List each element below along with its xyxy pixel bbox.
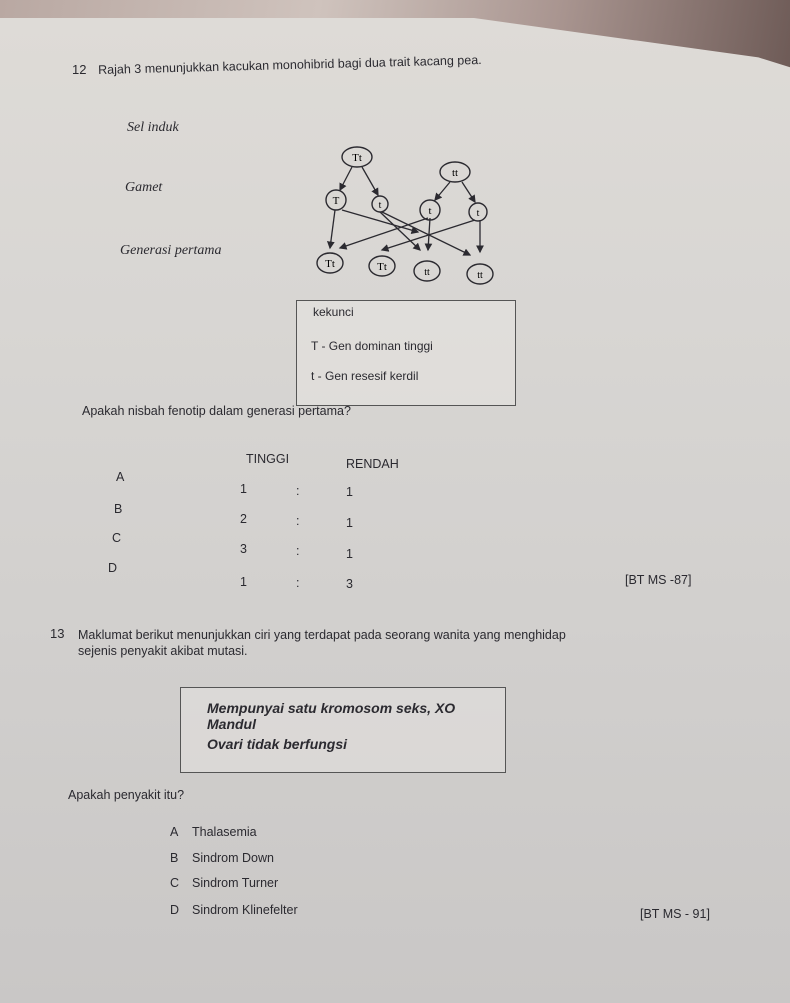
info-line-2: Mandul <box>207 716 256 732</box>
option-letter: A <box>116 470 125 484</box>
option-short-value: 3 <box>346 577 353 591</box>
offspring-4-genotype: tt <box>477 270 483 281</box>
question-13-stem-line2: sejenis penyakit akibat mutasi. <box>78 644 248 658</box>
option-ratio-colon: : <box>296 544 300 558</box>
info-box <box>180 687 506 773</box>
gamete-2-allele: t <box>378 200 382 211</box>
line-g1-o2 <box>342 210 418 232</box>
question-13-prompt: Apakah penyakit itu? <box>68 788 185 802</box>
gamete-4-allele: t <box>476 208 480 219</box>
option-text: Sindrom Down <box>192 851 274 865</box>
option-short-value: 1 <box>346 516 353 530</box>
option-ratio-colon: : <box>296 514 300 528</box>
label-parent-cells: Sel induk <box>127 120 179 135</box>
label-first-generation: Generasi pertama <box>120 243 222 258</box>
option-letter: A <box>170 825 179 839</box>
question-13-stem-line1: Maklumat berikut menunjukkan ciri yang terdapat pada seorang wanita yang menghidap <box>78 628 566 642</box>
line-parent2-gamete3 <box>435 182 450 200</box>
offspring-2-genotype: Tt <box>377 261 387 273</box>
option-tall-value: 2 <box>240 512 247 526</box>
option-text: Sindrom Klinefelter <box>192 903 298 917</box>
gamete-1-allele: T <box>332 195 340 207</box>
option-short-value: 1 <box>346 547 353 561</box>
line-parent1-gamete1 <box>340 167 352 190</box>
option-tall-value: 1 <box>240 482 247 496</box>
option-ratio-colon: : <box>296 484 300 498</box>
question-13-number: 13 <box>50 626 65 641</box>
header-tall: TINGGI <box>246 452 290 466</box>
option-ratio-colon: : <box>296 576 300 590</box>
key-dominant: T - Gen dominan tinggi <box>311 339 433 353</box>
gamete-3-allele: t <box>428 205 432 217</box>
question-12-source: [BT MS -87] <box>625 573 692 587</box>
option-letter: C <box>112 531 122 545</box>
info-line-1: Mempunyai satu kromosom seks, XO <box>207 700 456 716</box>
option-letter: B <box>114 502 123 516</box>
option-text: Thalasemia <box>192 825 257 839</box>
option-short-value: 1 <box>346 485 353 499</box>
option-letter: D <box>170 903 180 917</box>
key-box <box>296 300 516 406</box>
offspring-1-genotype: Tt <box>325 258 335 270</box>
question-12-prompt: Apakah nisbah fenotip dalam generasi pertama? <box>82 404 351 418</box>
label-gametes: Gamet <box>125 180 163 195</box>
option-tall-value: 1 <box>240 575 247 589</box>
parent-2-genotype: tt <box>451 167 459 179</box>
monohybrid-cross-diagram <box>300 140 530 300</box>
question-12-number: 12 <box>72 62 87 77</box>
key-recessive: t - Gen resesif kerdil <box>311 369 419 383</box>
line-parent2-gamete4 <box>462 182 475 202</box>
option-letter: C <box>170 876 180 890</box>
question-12-stem: Rajah 3 menunjukkan kacukan monohibrid bagi dua trait kacang pea. <box>98 52 482 77</box>
offspring-3-genotype: tt <box>424 267 430 278</box>
line-g1-o1 <box>330 210 335 248</box>
option-letter: D <box>108 561 118 575</box>
header-short: RENDAH <box>346 457 399 471</box>
line-parent1-gamete2 <box>362 167 378 195</box>
option-tall-value: 3 <box>240 542 247 556</box>
info-line-3: Ovari tidak berfungsi <box>207 736 348 752</box>
key-title: kekunci <box>313 305 354 319</box>
question-13-source: [BT MS - 91] <box>640 907 710 921</box>
parent-1-genotype: Tt <box>352 152 362 164</box>
option-text: Sindrom Turner <box>192 876 279 890</box>
option-letter: B <box>170 851 179 865</box>
